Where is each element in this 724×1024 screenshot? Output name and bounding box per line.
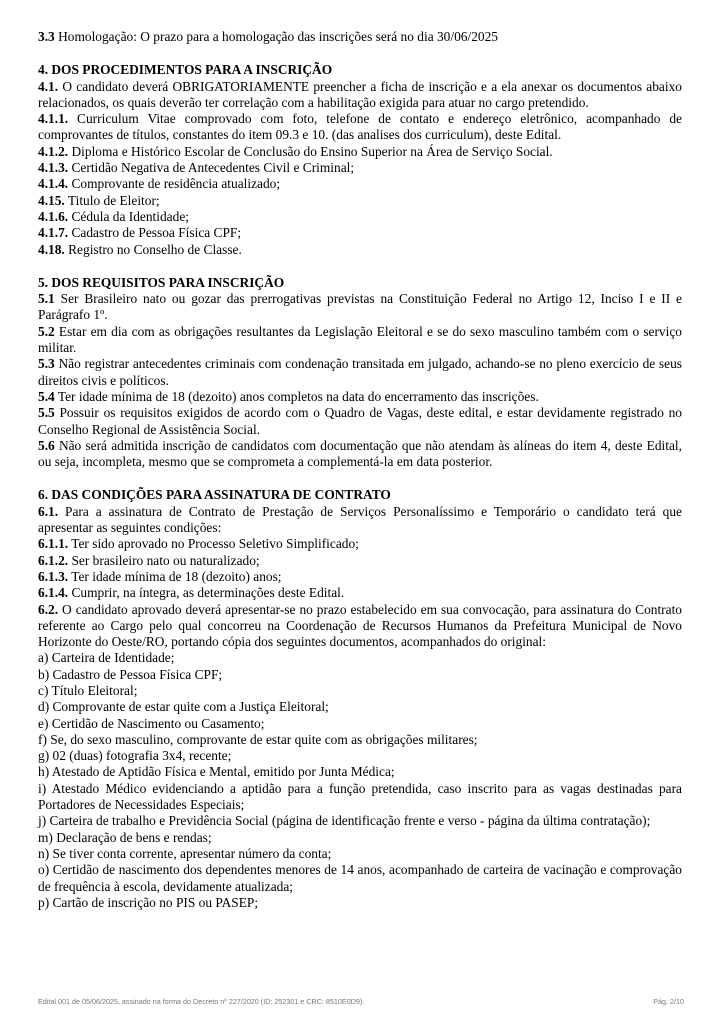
section-6-title: 6. DAS CONDIÇÕES PARA ASSINATURA DE CONTRATO: [38, 487, 391, 503]
item-number: 5.5: [38, 405, 55, 421]
paragraph-6-1-4: [38, 585, 682, 601]
item-number: 4.1.2.: [38, 143, 69, 159]
paragraph-6-1-3: [38, 569, 682, 585]
item-number: 4.1.6.: [38, 208, 69, 224]
item-text: Ter idade mínima de 18 (dezoito) anos completos na data do encerramento das inscrições.: [54, 388, 539, 404]
paragraph-4-15: [38, 193, 682, 209]
item-number: 4.15.: [38, 192, 65, 208]
section-4-title: 4. DOS PROCEDIMENTOS PARA A INSCRIÇÃO: [38, 62, 333, 78]
list-item: f) Se, do sexo masculino, comprovante de estar quite com as obrigações militares;: [38, 731, 478, 747]
item-text: Ter idade mínima de 18 (dezoito) anos;: [68, 568, 282, 584]
item-text: Comprovante de residência atualizado;: [68, 176, 281, 192]
item-number: 4.1.7.: [38, 225, 69, 241]
item-text: Cédula da Identidade;: [68, 208, 189, 224]
item-number: 3.3: [38, 29, 55, 44]
item-text: Ter sido aprovado no Processo Seletivo Simplificado;: [68, 536, 359, 552]
list-item: m) Declaração de bens e rendas;: [38, 829, 212, 845]
list-item: c) Título Eleitoral;: [38, 682, 138, 698]
item-text: O candidato deverá OBRIGATORIAMENTE preencher a ficha de inscrição e a ela anexar os documentos abaixo relacionados, os quais deverão ter correlação com a habilitação exigida para atuar no cargo pretendido.: [38, 78, 682, 110]
list-item: g) 02 (duas) fotografia 3x4, recente;: [38, 748, 232, 764]
document-page: [38, 29, 682, 911]
section-6-list: [38, 504, 682, 651]
item-text: Cadastro de Pessoa Física CPF;: [68, 225, 242, 241]
item-text: Registro no Conselho de Classe.: [64, 241, 242, 257]
item-text: Titulo de Eleitor;: [64, 192, 160, 208]
paragraph-6-2: [38, 602, 682, 651]
footer-signature-note: Edital 001 de 05/06/2025, assinado na forma do Decreto nº 227/2020 (ID: 252301 e CRC: 8510E0D9).: [38, 997, 365, 1006]
item-number: 6.1.3.: [38, 568, 69, 584]
item-number: 6.1.4.: [38, 585, 69, 601]
paragraph-5-6: [38, 438, 682, 471]
item-text: Estar em dia com as obrigações resultantes da Legislação Eleitoral e se do sexo masculino também com o serviço militar.: [38, 323, 682, 356]
page-number: Pág. 2/10: [653, 997, 684, 1006]
section-4-list: [38, 79, 682, 258]
item-text: O candidato aprovado deverá apresentar-se no prazo estabelecido em sua convocação, para assinatura do Contrato referente ao Cargo pelo qual concorreu na Coordenação de Recursos Humanos da Prefeitura Municipal de Novo Horizonte do Oeste/RO, portando cópia dos seguintes documentos, acompanhados do original:: [38, 601, 682, 650]
item-number: 4.1.4.: [38, 176, 69, 192]
item-number: 6.1.1.: [38, 536, 69, 552]
item-text: Não será admitida inscrição de candidatos com documentação que não atendam às alíneas do item 4, deste Edital, ou seja, incompleta, mesmo que se comprometa a complementá-la em data posterior.: [38, 437, 682, 470]
list-item: i) Atestado Médico evidenciando a aptidão para a função pretendida, caso inscrito para as vagas destinadas para Portadores de Necessidades Especiais;: [38, 780, 682, 813]
section-5-title: 5. DOS REQUISITOS PARA INSCRIÇÃO: [38, 274, 285, 290]
paragraph-4-1-4: [38, 176, 682, 192]
item-number: 4.18.: [38, 241, 65, 257]
item-text: Ser brasileiro nato ou naturalizado;: [68, 552, 260, 568]
item-number: 5.2: [38, 323, 55, 339]
paragraph-6-1: [38, 504, 682, 537]
paragraph-3-3: [38, 29, 682, 45]
section-5-list: [38, 291, 682, 470]
item-text: Ser Brasileiro nato ou gozar das prerrogativas previstas na Constituição Federal no Artigo 12, Inciso I e II e Parágrafo 1º.: [38, 291, 682, 323]
item-text: Cumprir, na íntegra, as determinações deste Edital.: [68, 585, 345, 601]
list-item: h) Atestado de Aptidão Física e Mental, emitido por Junta Médica;: [38, 764, 395, 780]
paragraph-6-1-1: [38, 536, 682, 552]
paragraph-5-3: [38, 356, 682, 389]
item-text: Possuir os requisitos exigidos de acordo com o Quadro de Vagas, deste edital, e estar devidamente registrado no Conselho Regional de Assistência Social.: [38, 405, 682, 437]
item-number: 6.1.2.: [38, 552, 69, 568]
item-number: 4.1.3.: [38, 160, 69, 176]
paragraph-5-4: [38, 389, 682, 405]
item-text: Para a assinatura de Contrato de Prestação de Serviços Personalíssimo e Temporário o candidato terá que apresentar as seguintes condições:: [38, 503, 682, 536]
item-number: 5.4: [38, 388, 55, 404]
list-item: o) Certidão de nascimento dos dependentes menores de 14 anos, acompanhado de carteira de vacinação e comprovação de frequência à escola, devidamente atualizada;: [38, 862, 682, 894]
item-number: 4.1.: [38, 78, 59, 94]
paragraph-5-1: [38, 291, 682, 324]
item-text: Homologação: O prazo para a homologação das inscrições será no dia 30/06/2025: [54, 29, 498, 44]
paragraph-4-1-3: [38, 160, 682, 176]
item-number: 5.6: [38, 437, 55, 453]
item-text: Não registrar antecedentes criminais com condenação transitada em julgado, achando-se no pleno exercício de seus direitos civis e políticos.: [38, 356, 682, 388]
paragraph-4-1: [38, 79, 682, 112]
paragraph-5-2: [38, 324, 682, 357]
list-item: n) Se tiver conta corrente, apresentar número da conta;: [38, 845, 332, 861]
item-number: 5.1: [38, 291, 55, 307]
item-text: Certidão Negativa de Antecedentes Civil e Criminal;: [68, 160, 355, 176]
paragraph-6-1-2: [38, 553, 682, 569]
item-number: 6.2.: [38, 601, 59, 617]
document-checklist: [38, 650, 682, 911]
list-item: b) Cadastro de Pessoa Física CPF;: [38, 666, 223, 682]
paragraph-4-1-2: [38, 144, 682, 160]
item-text: Curriculum Vitae comprovado com foto, telefone de contato e endereço eletrônico, acompanhado de comprovantes de títulos, constantes do item 09.3 e 10. (das analises dos curriculum), deste Edital.: [38, 111, 682, 143]
list-item: d) Comprovante de estar quite com a Justiça Eleitoral;: [38, 699, 329, 715]
item-text: Diploma e Histórico Escolar de Conclusão do Ensino Superior na Área de Serviço Social.: [68, 143, 553, 159]
item-number: 5.3: [38, 356, 55, 372]
paragraph-5-5: [38, 405, 682, 438]
item-number: 6.1.: [38, 503, 59, 519]
list-item: j) Carteira de trabalho e Previdência Social (página de identificação frente e verso - página da última contratação);: [38, 813, 651, 829]
list-item: p) Cartão de inscrição no PIS ou PASEP;: [38, 894, 259, 910]
paragraph-4-1-7: [38, 225, 682, 241]
paragraph-4-1-1: [38, 111, 682, 144]
item-number: 4.1.1.: [38, 111, 69, 127]
paragraph-4-18: [38, 242, 682, 258]
list-item: a) Carteira de Identidade;: [38, 650, 175, 666]
list-item: e) Certidão de Nascimento ou Casamento;: [38, 715, 265, 731]
paragraph-4-1-6: [38, 209, 682, 225]
